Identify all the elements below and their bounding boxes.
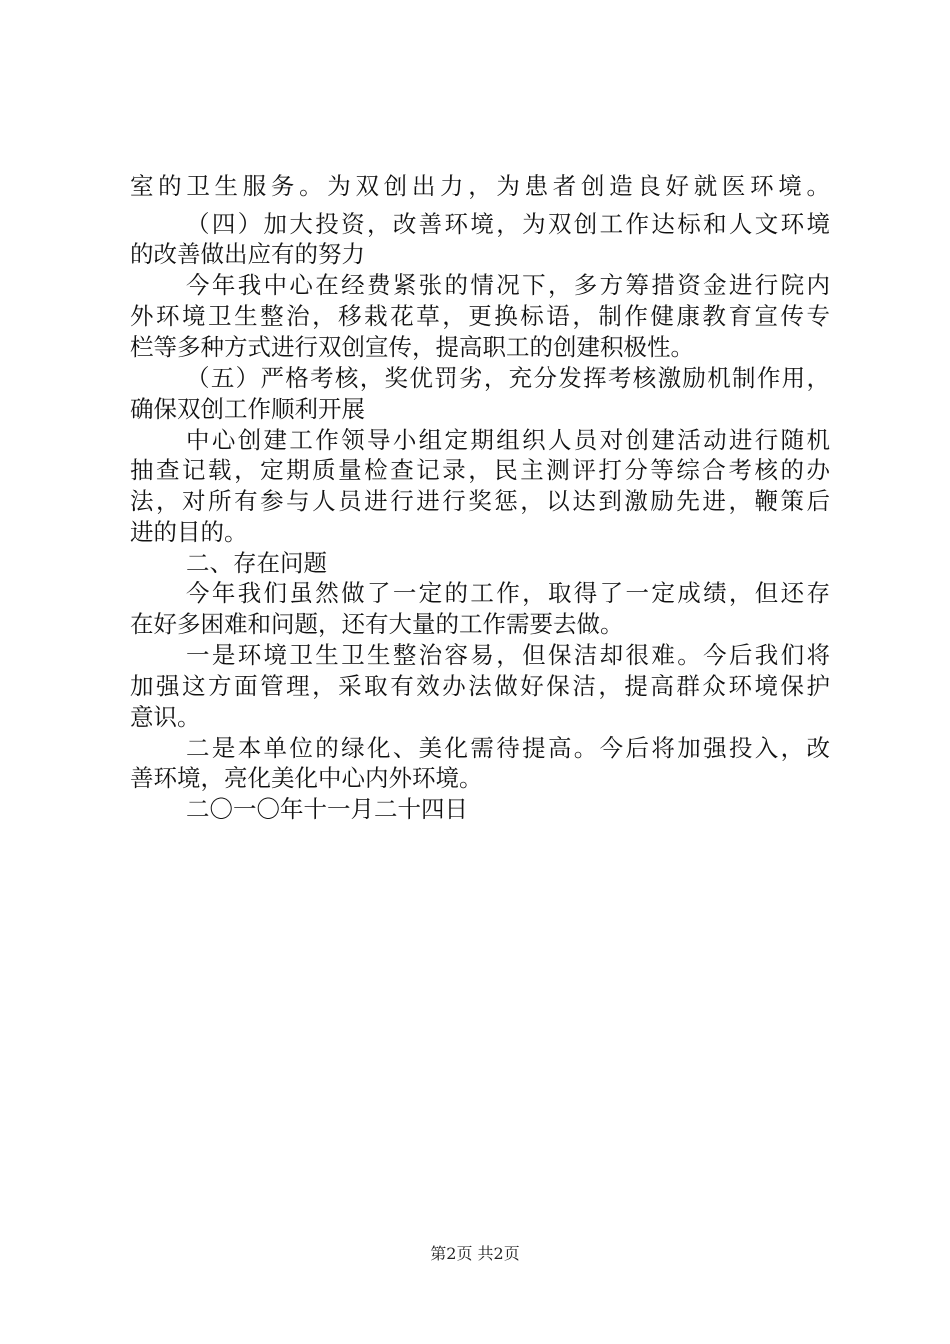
text-line: 室的卫生服务。为双创出力，为患者创造良好就医环境。 (130, 172, 830, 200)
text-line: 意识。 (130, 703, 201, 731)
document-date: 二〇一〇年十一月二十四日 (186, 795, 468, 823)
text-line: 栏等多种方式进行双创宣传，提高职工的创建积极性。 (130, 333, 694, 361)
text-line: 加强这方面管理，采取有效办法做好保洁，提高群众环境保护 (130, 672, 830, 700)
text-line: 中心创建工作领导小组定期组织人员对创建活动进行随机 (186, 426, 830, 454)
text-line: 今年我们虽然做了一定的工作，取得了一定成绩，但还存 (186, 579, 830, 607)
text-line: 外环境卫生整治，移栽花草，更换标语，制作健康教育宣传专 (130, 302, 830, 330)
text-line: 法，对所有参与人员进行进行奖惩，以达到激励先进，鞭策后 (130, 487, 830, 515)
section-heading: 二、存在问题 (186, 549, 327, 577)
text-line: 二是本单位的绿化、美化需待提高。今后将加强投入，改 (186, 734, 830, 762)
section-heading: （五）严格考核，奖优罚劣，充分发挥考核激励机制作用， (186, 364, 830, 392)
text-line: 善环境，亮化美化中心内外环境。 (130, 764, 483, 792)
text-line: 今年我中心在经费紧张的情况下，多方筹措资金进行院内 (186, 271, 830, 299)
section-heading: （四）加大投资，改善环境，为双创工作达标和人文环境 (186, 210, 830, 238)
text-line: 抽查记载，定期质量检查记录，民主测评打分等综合考核的办 (130, 456, 830, 484)
text-line: 一是环境卫生卫生整治容易，但保洁却很难。今后我们将 (186, 641, 830, 669)
page-number-footer: 第2页 共2页 (430, 1244, 520, 1263)
text-line: 进的目的。 (130, 518, 248, 546)
text-line: 的改善做出应有的努力 (130, 240, 365, 268)
text-line: 确保双创工作顺利开展 (130, 395, 365, 423)
text-line: 在好多困难和问题，还有大量的工作需要去做。 (130, 610, 624, 638)
